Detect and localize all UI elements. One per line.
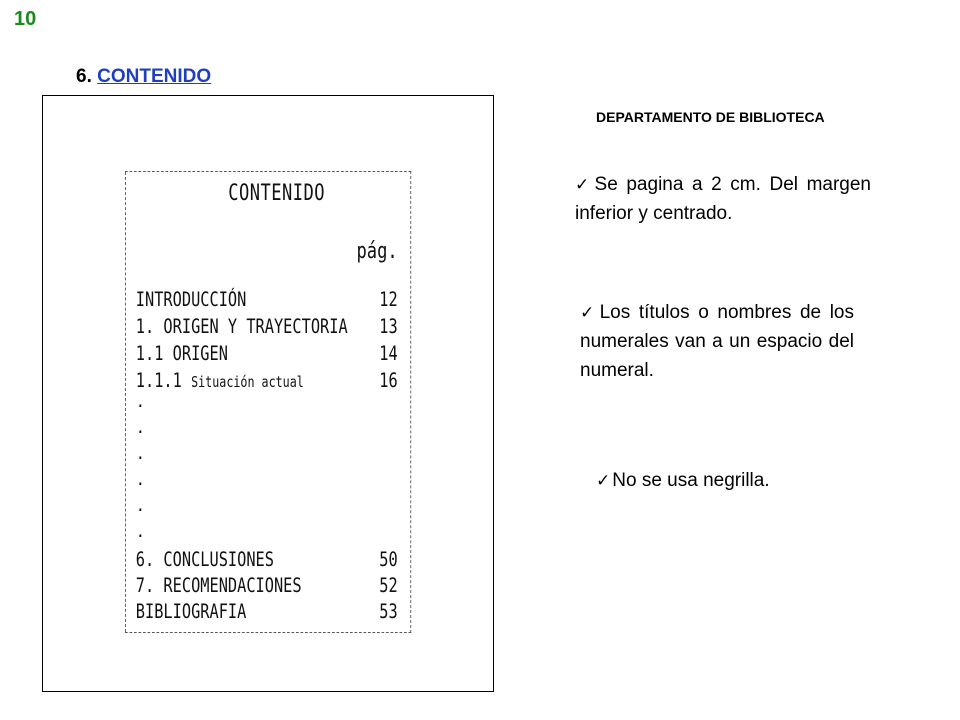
section-heading — [76, 66, 211, 88]
toc-row-title: 1. ORIGEN Y TRAYECTORIA — [135, 315, 348, 339]
department-heading: DEPARTAMENTO DE BIBLIOTECA — [596, 109, 825, 125]
toc-row-title: Situación actual — [191, 374, 304, 392]
toc-page-example — [125, 171, 411, 633]
toc-ellipsis-dot: . — [135, 470, 146, 490]
toc-row — [136, 601, 398, 624]
rule-bullet — [575, 170, 871, 228]
section-number: 6. — [76, 66, 92, 87]
rule-bullet — [580, 298, 854, 385]
toc-row — [136, 316, 398, 339]
rule-text: Los títulos o nombres de los numerales van a un espacio del numeral. — [580, 302, 854, 381]
toc-row-number: 1.1.1 — [135, 369, 182, 393]
toc-page-column-label: pág. — [356, 238, 398, 264]
toc-row-page: 13 — [379, 315, 398, 339]
rule-bullet — [596, 466, 856, 495]
toc-ellipsis-dot: . — [135, 418, 146, 438]
toc-ellipsis-dot: . — [135, 444, 146, 464]
toc-row-page: 16 — [379, 369, 398, 393]
toc-row-title: 1.1 ORIGEN — [135, 342, 228, 366]
checkmark-icon: ✓ — [575, 175, 593, 194]
toc-row-title: 7. RECOMENDACIONES — [135, 574, 302, 598]
toc-title: CONTENIDO — [228, 180, 325, 206]
toc-row-page: 53 — [379, 600, 398, 624]
toc-row-title: BIBLIOGRAFIA — [135, 600, 247, 624]
page-example-frame — [42, 95, 494, 692]
toc-ellipsis-dot: . — [135, 522, 146, 542]
slide-number: 10 — [14, 8, 37, 30]
contenido-link[interactable]: CONTENIDO — [97, 66, 212, 87]
toc-row — [136, 575, 398, 598]
page-margin-edge — [125, 172, 126, 632]
checkmark-icon: ✓ — [580, 303, 598, 322]
toc-ellipsis-dot: . — [135, 496, 146, 516]
toc-row-page: 50 — [379, 548, 398, 572]
toc-row — [136, 370, 398, 393]
rule-text: Se pagina a 2 cm. Del margen inferior y centrado. — [575, 174, 871, 224]
toc-row-title: INTRODUCCIÓN — [135, 288, 247, 312]
rule-text: No se usa negrilla. — [612, 470, 770, 491]
checkmark-icon: ✓ — [596, 471, 611, 490]
toc-row-title: 6. CONCLUSIONES — [135, 548, 274, 572]
toc-row — [136, 343, 398, 366]
toc-row-page: 52 — [379, 574, 398, 598]
toc-row — [136, 289, 398, 312]
toc-row-page: 14 — [379, 342, 398, 366]
toc-row-page: 12 — [379, 288, 398, 312]
toc-row — [136, 549, 398, 572]
toc-ellipsis-dot: . — [135, 392, 146, 412]
